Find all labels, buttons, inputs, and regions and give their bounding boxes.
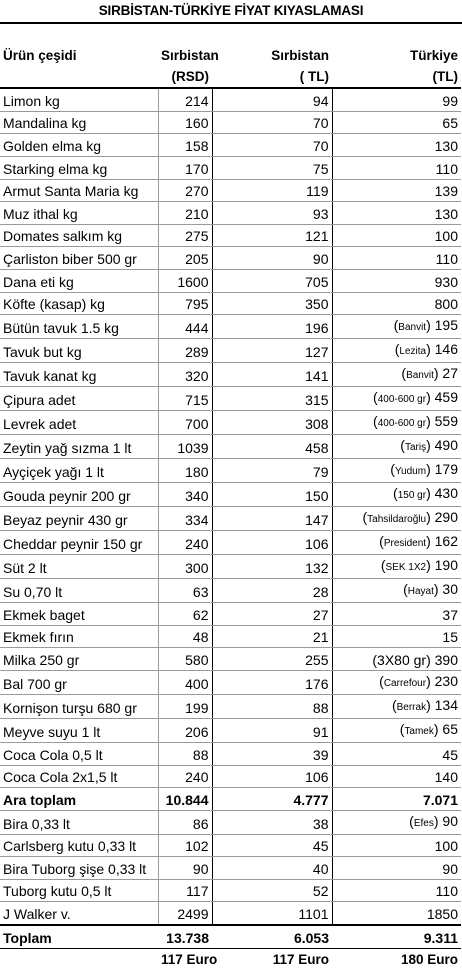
table-row — [0, 531, 461, 555]
product-name: Gouda peynir 200 gr — [0, 483, 158, 507]
product-name: Çipura adet — [0, 387, 158, 411]
table-row — [0, 411, 461, 435]
note-paren-close: ) — [426, 533, 435, 550]
price-turkey-tl — [332, 902, 461, 925]
turkey-price-value: 162 — [434, 533, 458, 550]
turkey-price-value: 65 — [442, 115, 458, 132]
note-paren-close: ) — [426, 557, 435, 574]
turkey-price-value: 130 — [434, 137, 458, 154]
price-rsd: 795 — [158, 292, 212, 315]
product-name: Milka 250 gr — [0, 648, 158, 671]
product-name: Dana eti kg — [0, 269, 158, 292]
turkey-price-value: 1850 — [426, 906, 458, 923]
brand-note: Yudum — [394, 466, 427, 478]
price-rsd: 334 — [158, 507, 212, 531]
note-paren-open: ( — [373, 413, 378, 430]
note-paren-close: ) — [426, 461, 435, 478]
price-serbia-tl: 705 — [212, 269, 332, 292]
product-name: Ekmek fırın — [0, 625, 158, 648]
price-turkey-tl — [332, 742, 461, 765]
turkey-price-value: 100 — [434, 228, 458, 245]
price-serbia-tl: 196 — [212, 315, 332, 339]
turkey-price-value: 100 — [434, 838, 458, 855]
price-rsd: 90 — [158, 857, 212, 880]
price-serbia-tl: 119 — [212, 179, 332, 202]
price-rsd: 300 — [158, 555, 212, 579]
product-name: Köfte (kasap) kg — [0, 292, 158, 315]
price-serbia-tl: 458 — [212, 435, 332, 459]
euro-serbia-rsd: 117 Euro — [161, 952, 218, 968]
table-row — [0, 670, 461, 694]
price-table — [0, 44, 461, 970]
price-turkey-tl — [332, 531, 461, 555]
price-serbia-tl: 38 — [212, 810, 332, 834]
price-turkey-tl — [332, 88, 461, 111]
euro-blank — [0, 948, 158, 970]
sheet-title: SIRBİSTAN-TÜRKİYE FİYAT KIYASLAMASI — [98, 3, 364, 18]
price-serbia-tl: 147 — [212, 507, 332, 531]
product-name: Çarliston biber 500 gr — [0, 247, 158, 270]
price-rsd: 160 — [158, 111, 212, 134]
total-row-label: Toplam — [0, 925, 158, 948]
total-row-rsd: 13.738 — [158, 925, 212, 948]
price-turkey-tl — [332, 459, 461, 483]
note-paren-open: ( — [379, 533, 384, 550]
price-serbia-tl: 255 — [212, 648, 332, 671]
subtotal-row-turkey-tl: 7.071 — [332, 788, 461, 811]
price-serbia-tl: 45 — [212, 834, 332, 857]
table-row — [0, 363, 461, 387]
price-turkey-tl — [332, 879, 461, 902]
price-rsd: 275 — [158, 224, 212, 247]
price-rsd: 117 — [158, 879, 212, 902]
subtotal-row-label: Ara toplam — [0, 788, 158, 811]
price-turkey-tl — [332, 625, 461, 648]
brand-note: Lezita — [399, 346, 427, 358]
header-product: Ürün çeşidi — [3, 47, 77, 63]
table-row — [0, 879, 461, 902]
price-rsd: 289 — [158, 339, 212, 363]
note-paren-open: ( — [394, 341, 400, 358]
turkey-price-value: 146 — [434, 341, 458, 358]
product-name: Tavuk but kg — [0, 339, 158, 363]
note-paren-close: ) — [426, 341, 435, 358]
price-table-body — [0, 44, 461, 970]
price-turkey-tl — [332, 555, 461, 579]
note-paren-open: ( — [409, 812, 414, 829]
product-name: Beyaz peynir 430 gr — [0, 507, 158, 531]
note-paren-close: ) — [433, 365, 443, 382]
turkey-price-value: 179 — [434, 461, 458, 478]
note-paren-close: ) — [426, 437, 435, 454]
price-turkey-tl — [332, 156, 461, 179]
price-rsd: 170 — [158, 156, 212, 179]
product-name: Limon kg — [0, 88, 158, 111]
price-rsd: 580 — [158, 648, 212, 671]
table-row — [0, 292, 461, 315]
table-row — [0, 507, 461, 531]
product-name: J Walker v. — [0, 902, 158, 925]
table-row — [0, 315, 461, 339]
price-turkey-tl — [332, 857, 461, 880]
note-paren-close: ) — [426, 413, 435, 430]
note-paren-close: ) — [426, 389, 435, 406]
note-paren-close: ) — [426, 509, 435, 526]
price-turkey-tl — [332, 111, 461, 134]
header-row — [0, 44, 461, 66]
price-serbia-tl: 315 — [212, 387, 332, 411]
turkey-price-value: 30 — [442, 581, 458, 598]
product-name: Armut Santa Maria kg — [0, 179, 158, 202]
table-row — [0, 459, 461, 483]
product-name: Tavuk kanat kg — [0, 363, 158, 387]
price-serbia-tl: 106 — [212, 765, 332, 788]
price-rsd: 270 — [158, 179, 212, 202]
product-name: Su 0,70 lt — [0, 579, 158, 603]
note-paren-open: ( — [393, 317, 399, 334]
turkey-price-value: 65 — [442, 720, 458, 737]
price-serbia-tl: 132 — [212, 555, 332, 579]
brand-note: Tahsildaroğlu — [367, 514, 427, 526]
price-serbia-tl: 93 — [212, 202, 332, 225]
price-serbia-tl: 39 — [212, 742, 332, 765]
table-row — [0, 134, 461, 157]
euro-row — [0, 948, 461, 970]
turkey-price-value: 459 — [434, 389, 458, 406]
total-row-serbia-tl: 6.053 — [212, 925, 332, 948]
price-serbia-tl: 106 — [212, 531, 332, 555]
price-rsd: 63 — [158, 579, 212, 603]
euro-turkey: 180 Euro — [400, 952, 458, 968]
price-turkey-tl — [332, 387, 461, 411]
price-serbia-tl: 350 — [212, 292, 332, 315]
price-rsd: 240 — [158, 765, 212, 788]
price-serbia-tl: 1101 — [212, 902, 332, 925]
brand-note: 400-600 gr — [377, 418, 427, 430]
price-turkey-tl — [332, 507, 461, 531]
note-paren-open: ( — [403, 581, 408, 598]
product-name: Coca Cola 0,5 lt — [0, 742, 158, 765]
product-name: Meyve suyu 1 lt — [0, 718, 158, 742]
table-row — [0, 718, 461, 742]
table-row — [0, 648, 461, 671]
brand-note: 400-600 gr — [377, 394, 427, 406]
price-rsd: 210 — [158, 202, 212, 225]
product-name: Golden elma kg — [0, 134, 158, 157]
table-row — [0, 902, 461, 925]
note-paren-open: ( — [393, 485, 398, 502]
price-turkey-tl — [332, 224, 461, 247]
turkey-price-value: 90 — [442, 860, 458, 877]
table-row — [0, 742, 461, 765]
turkey-price-value: 99 — [442, 92, 458, 109]
price-rsd: 206 — [158, 718, 212, 742]
turkey-price-value: 290 — [434, 509, 458, 526]
price-turkey-tl — [332, 810, 461, 834]
turkey-price-value: 110 — [435, 250, 458, 267]
price-turkey-tl — [332, 179, 461, 202]
product-name: Bütün tavuk 1.5 kg — [0, 315, 158, 339]
turkey-price-value: 490 — [434, 437, 458, 454]
price-serbia-tl: 308 — [212, 411, 332, 435]
turkey-price-value: 45 — [442, 746, 458, 763]
header-unit-tl: ( TL) — [212, 66, 332, 89]
price-rsd: 320 — [158, 363, 212, 387]
table-row — [0, 834, 461, 857]
note-paren-open: ( — [400, 437, 405, 454]
product-name: Bal 700 gr — [0, 670, 158, 694]
price-serbia-tl: 127 — [212, 339, 332, 363]
price-serbia-tl: 94 — [212, 88, 332, 111]
table-row — [0, 603, 461, 626]
turkey-price-value: 430 — [434, 485, 458, 502]
turkey-price-value: 37 — [442, 606, 458, 623]
product-name: Cheddar peynir 150 gr — [0, 531, 158, 555]
price-serbia-tl: 91 — [212, 718, 332, 742]
turkey-price-value: 139 — [434, 183, 458, 200]
price-rsd: 340 — [158, 483, 212, 507]
brand-note: Banvit — [406, 370, 434, 382]
price-rsd: 48 — [158, 625, 212, 648]
price-serbia-tl: 70 — [212, 134, 332, 157]
price-rsd: 62 — [158, 603, 212, 626]
price-serbia-tl: 141 — [212, 363, 332, 387]
table-row — [0, 387, 461, 411]
header-unit-tl-turkey: (TL) — [332, 66, 461, 89]
price-rsd: 102 — [158, 834, 212, 857]
price-turkey-tl — [332, 483, 461, 507]
product-name: Domates salkım kg — [0, 224, 158, 247]
subtotal-row — [0, 788, 461, 811]
price-rsd: 205 — [158, 247, 212, 270]
table-row — [0, 202, 461, 225]
product-name: Süt 2 lt — [0, 555, 158, 579]
price-rsd: 1039 — [158, 435, 212, 459]
header-unit-blank — [0, 66, 158, 89]
price-serbia-tl: 79 — [212, 459, 332, 483]
price-rsd: 158 — [158, 134, 212, 157]
note-paren-close: ) — [433, 581, 443, 598]
price-rsd: 88 — [158, 742, 212, 765]
product-name: Bira 0,33 lt — [0, 810, 158, 834]
turkey-price-value: 110 — [435, 883, 458, 900]
header-unit-rsd: (RSD) — [158, 66, 212, 89]
header-unit-row — [0, 66, 461, 89]
price-serbia-tl: 75 — [212, 156, 332, 179]
brand-note: Berrak — [396, 701, 427, 713]
table-row — [0, 579, 461, 603]
table-row — [0, 156, 461, 179]
product-name: Levrek adet — [0, 411, 158, 435]
brand-note: Efes — [413, 817, 434, 829]
brand-note: SEK 1X2 — [385, 562, 427, 574]
price-turkey-tl — [332, 134, 461, 157]
table-row — [0, 224, 461, 247]
price-serbia-tl: 21 — [212, 625, 332, 648]
price-rsd: 444 — [158, 315, 212, 339]
note-paren-open: ( — [362, 509, 368, 526]
table-row — [0, 810, 461, 834]
table-row — [0, 435, 461, 459]
header-serbia-rsd: Sırbistan — [161, 47, 219, 63]
note-paren-close: ) — [433, 812, 443, 829]
price-serbia-tl: 88 — [212, 694, 332, 718]
table-row — [0, 555, 461, 579]
turkey-price-value: 800 — [434, 296, 458, 313]
turkey-price-value: 559 — [434, 413, 458, 430]
price-turkey-tl — [332, 834, 461, 857]
product-name: Coca Cola 2x1,5 lt — [0, 765, 158, 788]
turkey-price-value: 230 — [434, 672, 458, 689]
total-row-turkey-tl: 9.311 — [332, 925, 461, 948]
table-row — [0, 247, 461, 270]
note-paren-close: ) — [426, 485, 435, 502]
price-turkey-tl — [332, 694, 461, 718]
brand-note: Carrefour — [383, 677, 427, 689]
product-name: Ayçiçek yağı 1 lt — [0, 459, 158, 483]
price-serbia-tl: 40 — [212, 857, 332, 880]
euro-serbia-tl: 117 Euro — [272, 952, 329, 968]
price-serbia-tl: 52 — [212, 879, 332, 902]
price-turkey-tl — [332, 579, 461, 603]
subtotal-row-serbia-tl: 4.777 — [212, 788, 332, 811]
turkey-price-value: 27 — [442, 365, 458, 382]
price-rsd: 180 — [158, 459, 212, 483]
note-paren-open: ( — [379, 672, 384, 689]
price-turkey-tl — [332, 247, 461, 270]
price-turkey-tl — [332, 718, 461, 742]
note-paren-close: ) — [426, 696, 435, 713]
price-serbia-tl: 28 — [212, 579, 332, 603]
table-row — [0, 694, 461, 718]
price-rsd: 400 — [158, 670, 212, 694]
price-serbia-tl: 27 — [212, 603, 332, 626]
price-turkey-tl — [332, 648, 461, 671]
note-paren-open: ( — [373, 389, 378, 406]
price-serbia-tl: 90 — [212, 247, 332, 270]
price-serbia-tl: 176 — [212, 670, 332, 694]
turkey-price-value: 195 — [434, 317, 458, 334]
turkey-price-value: 190 — [434, 557, 458, 574]
table-row — [0, 269, 461, 292]
price-turkey-tl — [332, 315, 461, 339]
table-row — [0, 111, 461, 134]
price-turkey-tl — [332, 363, 461, 387]
price-rsd: 240 — [158, 531, 212, 555]
price-turkey-tl — [332, 202, 461, 225]
brand-note: Tariş — [404, 442, 427, 454]
price-serbia-tl: 150 — [212, 483, 332, 507]
price-serbia-tl: 70 — [212, 111, 332, 134]
turkey-price-value: 110 — [435, 160, 458, 177]
price-rsd: 86 — [158, 810, 212, 834]
price-rsd: 2499 — [158, 902, 212, 925]
table-row — [0, 857, 461, 880]
price-serbia-tl: 121 — [212, 224, 332, 247]
table-row — [0, 88, 461, 111]
note-paren-close: ) — [433, 720, 443, 737]
price-turkey-tl — [332, 269, 461, 292]
product-name: Ekmek baget — [0, 603, 158, 626]
turkey-price-value: 15 — [442, 629, 458, 646]
product-name: Kornişon turşu 680 gr — [0, 694, 158, 718]
note-paren-open: ( — [391, 696, 397, 713]
product-name: Mandalina kg — [0, 111, 158, 134]
brand-note: President — [383, 538, 427, 550]
subtotal-row-rsd: 10.844 — [158, 788, 212, 811]
note-paren-open: ( — [380, 557, 386, 574]
price-rsd: 700 — [158, 411, 212, 435]
product-name: Starking elma kg — [0, 156, 158, 179]
note-paren-open: ( — [399, 720, 405, 737]
note-paren-close: ) — [426, 317, 435, 334]
turkey-price-value: 930 — [434, 273, 458, 290]
title-underline — [0, 22, 462, 24]
price-rsd: 199 — [158, 694, 212, 718]
turkey-price-value: 140 — [434, 769, 458, 786]
header-serbia-tl: Sırbistan — [271, 47, 329, 63]
turkey-price-value: (3X80 gr) 390 — [372, 651, 458, 668]
price-turkey-tl — [332, 339, 461, 363]
table-row — [0, 625, 461, 648]
product-name: Carlsberg kutu 0,33 lt — [0, 834, 158, 857]
product-name: Zeytin yağ sızma 1 lt — [0, 435, 158, 459]
product-name: Bira Tuborg şişe 0,33 lt — [0, 857, 158, 880]
table-row — [0, 339, 461, 363]
note-paren-open: ( — [390, 461, 395, 478]
table-row — [0, 483, 461, 507]
turkey-price-value: 134 — [434, 696, 458, 713]
price-turkey-tl — [332, 411, 461, 435]
product-name: Tuborg kutu 0,5 lt — [0, 879, 158, 902]
table-row — [0, 179, 461, 202]
product-name: Muz ithal kg — [0, 202, 158, 225]
price-turkey-tl — [332, 292, 461, 315]
price-turkey-tl — [332, 670, 461, 694]
price-rsd: 715 — [158, 387, 212, 411]
brand-note: Banvit — [398, 322, 427, 334]
price-turkey-tl — [332, 435, 461, 459]
brand-note: Hayat — [407, 586, 434, 598]
total-row — [0, 925, 461, 948]
brand-note: Tamek — [404, 725, 434, 737]
note-paren-close: ) — [426, 672, 435, 689]
turkey-price-value: 90 — [442, 812, 458, 829]
price-rsd: 214 — [158, 88, 212, 111]
price-rsd: 1600 — [158, 269, 212, 292]
brand-note: 150 gr — [397, 490, 427, 502]
price-turkey-tl — [332, 765, 461, 788]
turkey-price-value: 130 — [434, 205, 458, 222]
note-paren-open: ( — [401, 365, 407, 382]
price-turkey-tl — [332, 603, 461, 626]
table-row — [0, 765, 461, 788]
header-turkey-tl: Türkiye — [409, 47, 458, 63]
